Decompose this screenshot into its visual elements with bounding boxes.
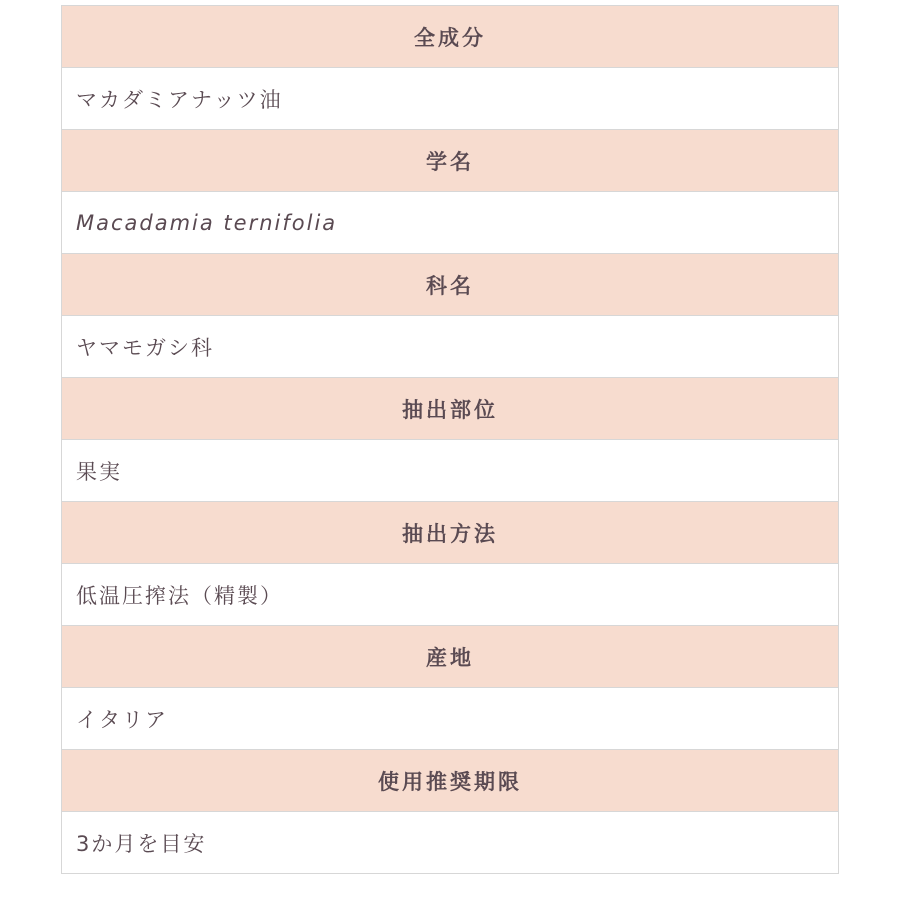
value-row-extraction-method: [62, 564, 839, 626]
value-row-ingredients: [62, 68, 839, 130]
header-extraction-method: 抽出方法: [62, 502, 839, 564]
header-row-extraction-part: [62, 378, 839, 440]
header-row-family: [62, 254, 839, 316]
header-origin: 産地: [62, 626, 839, 688]
value-scientific-name: Macadamia ternifolia: [62, 192, 839, 254]
header-scientific-name: 学名: [62, 130, 839, 192]
value-ingredients: マカダミアナッツ油: [62, 68, 839, 130]
value-extraction-method: 低温圧搾法（精製）: [62, 564, 839, 626]
value-row-origin: [62, 688, 839, 750]
header-extraction-part: 抽出部位: [62, 378, 839, 440]
value-row-scientific-name: [62, 192, 839, 254]
header-expiry: 使用推奨期限: [62, 750, 839, 812]
header-row-scientific-name: [62, 130, 839, 192]
value-expiry: 3か月を目安: [62, 812, 839, 874]
value-family: ヤマモガシ科: [62, 316, 839, 378]
header-row-extraction-method: [62, 502, 839, 564]
value-extraction-part: 果実: [62, 440, 839, 502]
header-ingredients: 全成分: [62, 6, 839, 68]
value-origin: イタリア: [62, 688, 839, 750]
header-row-origin: [62, 626, 839, 688]
header-family: 科名: [62, 254, 839, 316]
header-row-expiry: [62, 750, 839, 812]
product-spec-table: [61, 5, 839, 874]
value-row-expiry: [62, 812, 839, 874]
value-row-extraction-part: [62, 440, 839, 502]
value-row-family: [62, 316, 839, 378]
header-row-ingredients: [62, 6, 839, 68]
